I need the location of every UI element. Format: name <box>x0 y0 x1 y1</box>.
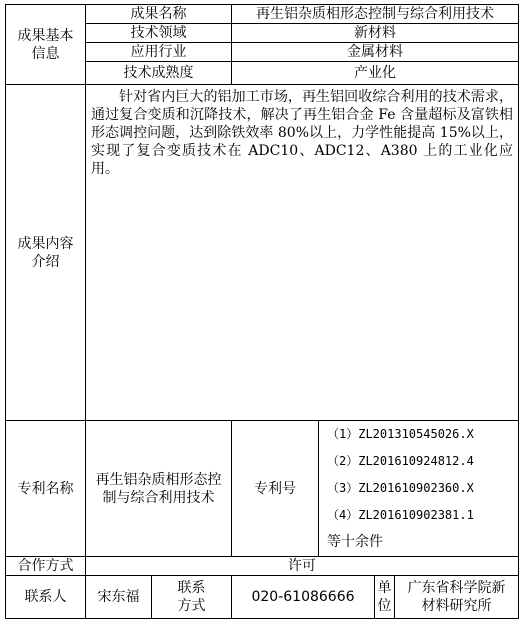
achievement-name-value: 再生铝杂质相形态控制与综合利用技术 <box>232 5 519 24</box>
patent-name: 再生铝杂质相形态控 制与综合利用技术 <box>86 421 232 557</box>
maturity-label: 技术成熟度 <box>86 62 232 85</box>
row-achievement-name <box>6 5 519 24</box>
contact-phone: 020-61086666 <box>232 576 375 619</box>
patent-more: 等十余件 <box>327 534 383 550</box>
patent-number-label: 专利号 <box>232 421 319 557</box>
row-cooperation <box>6 557 519 576</box>
patent-number-item: （4）ZL201610902381.1 <box>327 508 474 522</box>
patent-number-item: （1）ZL201310545026.X <box>327 427 474 441</box>
cooperation-value: 许可 <box>86 557 519 576</box>
achievement-table <box>5 4 519 619</box>
patent-number-item: （2）ZL201610924812.4 <box>327 454 474 468</box>
maturity-value: 产业化 <box>232 62 519 85</box>
patent-number-item: （3）ZL201610902360.X <box>327 481 474 495</box>
tech-field-label: 技术领域 <box>86 24 232 43</box>
intro-content <box>86 85 519 421</box>
industry-label: 应用行业 <box>86 43 232 62</box>
row-patent <box>6 421 519 557</box>
basic-info-section-label: 成果基本 信息 <box>6 5 86 85</box>
row-intro <box>6 85 519 421</box>
unit-name: 广东省科学院新 材料研究所 <box>395 576 519 619</box>
contact-person-label: 联系人 <box>6 576 86 619</box>
contact-method-label: 联系 方式 <box>152 576 232 619</box>
patent-number-list <box>319 421 519 557</box>
industry-value: 金属材料 <box>232 43 519 62</box>
tech-field-value: 新材料 <box>232 24 519 43</box>
intro-section-label: 成果内容 介绍 <box>6 85 86 421</box>
cooperation-label: 合作方式 <box>6 557 86 576</box>
patent-label: 专利名称 <box>6 421 86 557</box>
row-contact <box>6 576 519 619</box>
intro-paragraph: 针对省内巨大的铝加工市场，再生铝回收综合利用的技术需求，通过复合变质和沉降技术，解决了再生铝合金 Fe 含量超标及富铁相形态调控问题，达到除铁效率 80%以上，力学性能提高 15%以上，实现了复合变质技术在 ADC10、ADC12、A380 上的工业化应用。 <box>91 89 513 177</box>
achievement-name-label: 成果名称 <box>86 5 232 24</box>
contact-person: 宋东福 <box>86 576 152 619</box>
unit-label: 单 位 <box>375 576 395 619</box>
